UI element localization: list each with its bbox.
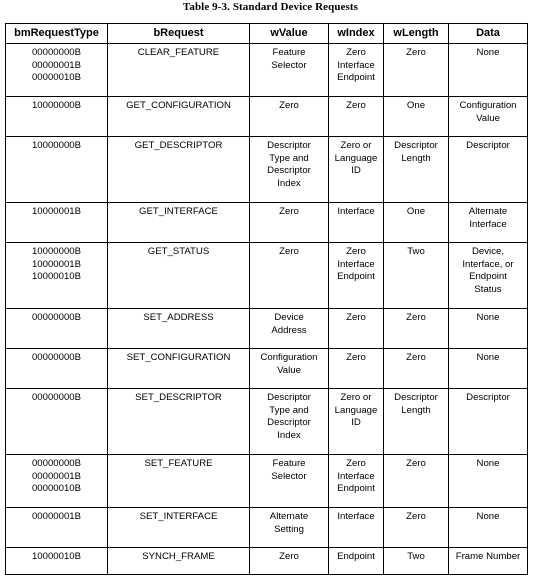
cell-brequest: CLEAR_FEATURE	[108, 44, 250, 97]
cell-wlength: Zero	[384, 455, 449, 508]
cell-wlength: Two	[384, 243, 449, 309]
cell-wvalue: Feature Selector	[250, 44, 329, 97]
cell-data: Device, Interface, or Endpoint Status	[449, 243, 528, 309]
cell-windex: Zero or Language ID	[329, 389, 384, 455]
cell-wvalue: Configuration Value	[250, 349, 329, 389]
cell-wvalue: Device Address	[250, 309, 329, 349]
cell-brequest: GET_DESCRIPTOR	[108, 137, 250, 203]
cell-wvalue: Descriptor Type and Descriptor Index	[250, 389, 329, 455]
cell-bmrequesttype: 10000000B	[6, 97, 108, 137]
header-wlength: wLength	[384, 24, 449, 44]
table-caption: Table 9-3. Standard Device Requests	[182, 1, 359, 13]
header-row	[6, 24, 528, 44]
cell-wvalue: Descriptor Type and Descriptor Index	[250, 137, 329, 203]
cell-data: None	[449, 455, 528, 508]
cell-data: None	[449, 349, 528, 389]
cell-windex: Zero Interface Endpoint	[329, 243, 384, 309]
table-row	[6, 44, 528, 97]
cell-bmrequesttype: 10000001B	[6, 203, 108, 243]
cell-windex: Zero Interface Endpoint	[329, 455, 384, 508]
cell-wvalue: Zero	[250, 548, 329, 575]
table-row	[6, 137, 528, 203]
table-row	[6, 548, 528, 575]
cell-bmrequesttype: 00000000B	[6, 309, 108, 349]
table-row	[6, 97, 528, 137]
table-row	[6, 309, 528, 349]
cell-windex: Zero	[329, 97, 384, 137]
cell-bmrequesttype: 10000010B	[6, 548, 108, 575]
cell-data: Descriptor	[449, 137, 528, 203]
cell-wlength: Two	[384, 548, 449, 575]
table-row	[6, 508, 528, 548]
cell-windex: Interface	[329, 203, 384, 243]
cell-wlength: Zero	[384, 309, 449, 349]
cell-bmrequesttype: 00000000B	[6, 349, 108, 389]
cell-data: None	[449, 44, 528, 97]
cell-brequest: SET_ADDRESS	[108, 309, 250, 349]
cell-windex: Endpoint	[329, 548, 384, 575]
header-data: Data	[449, 24, 528, 44]
cell-brequest: SET_DESCRIPTOR	[108, 389, 250, 455]
cell-bmrequesttype: 00000000B 00000001B 00000010B	[6, 44, 108, 97]
cell-wvalue: Zero	[250, 97, 329, 137]
cell-bmrequesttype: 10000000B	[6, 137, 108, 203]
header-wvalue: wValue	[250, 24, 329, 44]
cell-wlength: Descriptor Length	[384, 137, 449, 203]
cell-brequest: SET_CONFIGURATION	[108, 349, 250, 389]
cell-wvalue: Feature Selector	[250, 455, 329, 508]
cell-brequest: GET_CONFIGURATION	[108, 97, 250, 137]
cell-wvalue: Alternate Setting	[250, 508, 329, 548]
cell-windex: Zero	[329, 309, 384, 349]
table-row	[6, 455, 528, 508]
cell-bmrequesttype: 00000001B	[6, 508, 108, 548]
table-row	[6, 243, 528, 309]
cell-data: Descriptor	[449, 389, 528, 455]
cell-bmrequesttype: 00000000B 00000001B 00000010B	[6, 455, 108, 508]
cell-brequest: GET_STATUS	[108, 243, 250, 309]
cell-wlength: Zero	[384, 349, 449, 389]
table-row	[6, 203, 528, 243]
cell-data: Frame Number	[449, 548, 528, 575]
cell-data: Alternate Interface	[449, 203, 528, 243]
cell-brequest: SET_FEATURE	[108, 455, 250, 508]
cell-wlength: Zero	[384, 508, 449, 548]
cell-wvalue: Zero	[250, 243, 329, 309]
cell-data: Configuration Value	[449, 97, 528, 137]
cell-data: None	[449, 508, 528, 548]
cell-windex: Interface	[329, 508, 384, 548]
standard-device-requests-table	[5, 23, 528, 575]
cell-data: None	[449, 309, 528, 349]
header-bmrequesttype: bmRequestType	[6, 24, 108, 44]
cell-bmrequesttype: 00000000B	[6, 389, 108, 455]
cell-brequest: SET_INTERFACE	[108, 508, 250, 548]
cell-brequest: GET_INTERFACE	[108, 203, 250, 243]
cell-wlength: One	[384, 97, 449, 137]
cell-wvalue: Zero	[250, 203, 329, 243]
cell-brequest: SYNCH_FRAME	[108, 548, 250, 575]
cell-windex: Zero	[329, 349, 384, 389]
cell-wlength: Descriptor Length	[384, 389, 449, 455]
cell-windex: Zero Interface Endpoint	[329, 44, 384, 97]
cell-bmrequesttype: 10000000B 10000001B 10000010B	[6, 243, 108, 309]
table-row	[6, 389, 528, 455]
header-windex: wIndex	[329, 24, 384, 44]
header-brequest: bRequest	[108, 24, 250, 44]
table-row	[6, 349, 528, 389]
cell-wlength: Zero	[384, 44, 449, 97]
cell-wlength: One	[384, 203, 449, 243]
cell-windex: Zero or Language ID	[329, 137, 384, 203]
